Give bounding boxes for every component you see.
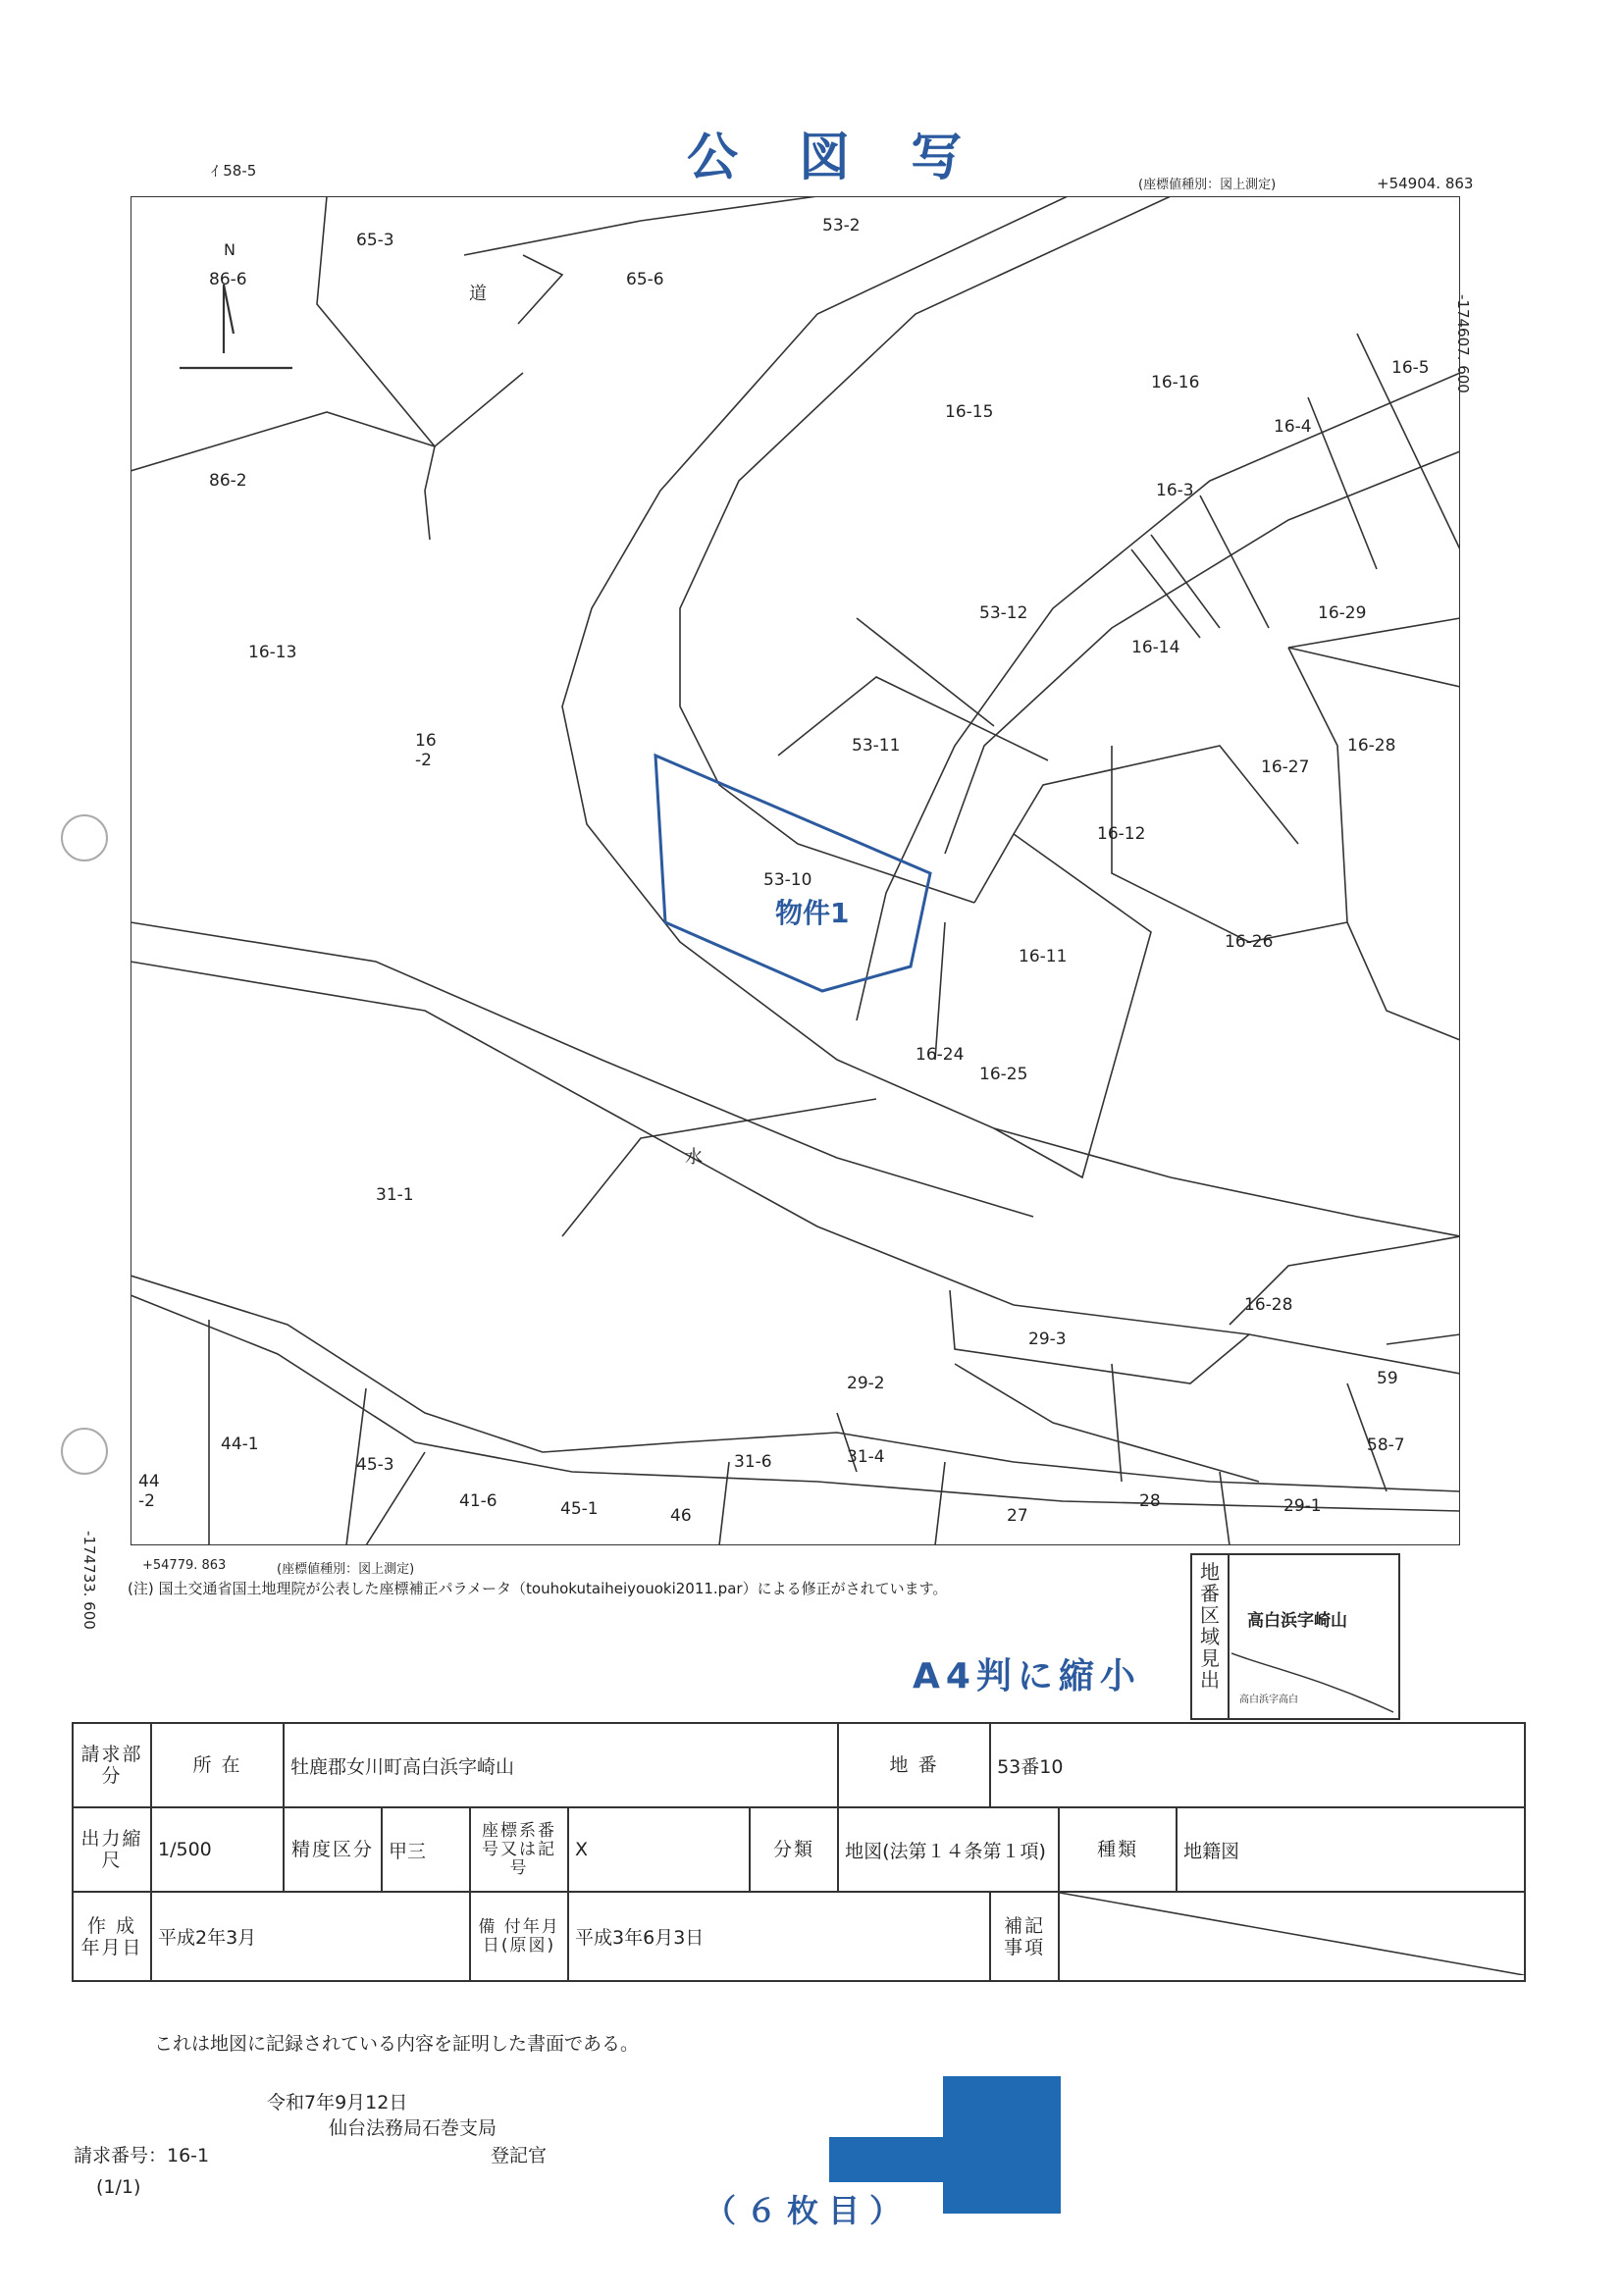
remarks-value (1059, 1892, 1525, 1981)
remarks-label: 補記事項 (990, 1892, 1059, 1981)
top-left-label: ｲ 58-5 (211, 162, 257, 180)
coord-system-top: (座標値種別：図上測定) (1138, 178, 1277, 192)
north-marker: N (224, 240, 236, 259)
svg-text:31-1: 31-1 (376, 1185, 414, 1205)
parcel-label-86-6: 86-6 (209, 270, 247, 289)
svg-text:27: 27 (1007, 1506, 1028, 1526)
svg-text:31-6: 31-6 (734, 1452, 772, 1472)
binder-hole-top (61, 814, 108, 861)
svg-text:53-2: 53-2 (822, 216, 861, 235)
info-table (72, 1722, 1526, 1982)
water-label: 水 (685, 1147, 703, 1168)
precision-label: 精度区分 (284, 1807, 382, 1892)
coord-system-bottom: (座標値種別：図上測定) (277, 1562, 415, 1577)
svg-text:44-1: 44-1 (221, 1435, 259, 1454)
created-value: 平成2年3月 (151, 1892, 470, 1981)
svg-text:16-14: 16-14 (1131, 638, 1180, 657)
lot-area-index (1190, 1553, 1400, 1720)
page-title: 公 図 写 (687, 129, 984, 187)
req-section-label: 請求部分 (73, 1723, 151, 1807)
svg-text:65-3: 65-3 (356, 231, 394, 250)
svg-text:86-2: 86-2 (209, 471, 247, 491)
page-count: (1/1) (96, 2176, 141, 2198)
svg-text:58-7: 58-7 (1367, 1435, 1405, 1455)
svg-text:16-4: 16-4 (1274, 417, 1312, 437)
svg-text:16-29: 16-29 (1318, 603, 1367, 623)
index-sub-area: 高白浜字高白 (1239, 1695, 1298, 1705)
svg-text:65-6: 65-6 (626, 270, 664, 289)
svg-text:53-12: 53-12 (979, 603, 1028, 623)
class-value: 地図(法第１４条第１項) (838, 1807, 1059, 1892)
svg-text:44: 44 (138, 1472, 160, 1491)
svg-text:-2: -2 (415, 751, 432, 770)
created-label: 作 成年月日 (73, 1892, 151, 1981)
certification-text: これは地図に記録されている内容を証明した書面である。 (154, 2033, 640, 2055)
class-label: 分類 (750, 1807, 838, 1892)
coord-top-right: +54904. 863 (1377, 175, 1474, 192)
lot-value: 53番10 (990, 1723, 1525, 1807)
svg-text:45-1: 45-1 (560, 1499, 599, 1519)
svg-text:53-11: 53-11 (852, 736, 901, 756)
svg-text:16-24: 16-24 (916, 1045, 965, 1065)
type-label: 種類 (1059, 1807, 1177, 1892)
kept-value: 平成3年6月3日 (568, 1892, 990, 1981)
issue-date: 令和7年9月12日 (267, 2092, 408, 2113)
svg-text:16-15: 16-15 (945, 402, 994, 422)
svg-text:29-3: 29-3 (1028, 1330, 1067, 1349)
type-value: 地籍図 (1177, 1807, 1525, 1892)
svg-text:53-10: 53-10 (763, 870, 812, 890)
correction-note: (注) 国土交通省国土地理院が公表した座標補正パラメータ（touhokutaiheiyouoki2011.par）による修正がされています。 (128, 1580, 948, 1597)
svg-text:28: 28 (1139, 1491, 1161, 1511)
svg-text:41-6: 41-6 (459, 1491, 497, 1511)
svg-text:16-25: 16-25 (979, 1065, 1028, 1084)
svg-text:16: 16 (415, 731, 437, 751)
svg-text:16-16: 16-16 (1151, 373, 1200, 392)
request-number: 請求番号：16-1 (74, 2145, 210, 2166)
svg-text:16-5: 16-5 (1391, 358, 1430, 378)
svg-text:16-3: 16-3 (1156, 481, 1194, 500)
svg-text:59: 59 (1377, 1369, 1398, 1388)
registrar-title: 登記官 (491, 2145, 548, 2166)
svg-text:29-2: 29-2 (847, 1374, 885, 1393)
svg-text:16-11: 16-11 (1019, 947, 1068, 966)
sheet-number: （６枚目） (705, 2192, 912, 2229)
road-label: 道 (469, 284, 487, 304)
index-header: 地番区域見出 (1192, 1555, 1230, 1718)
scale-value: 1/500 (151, 1807, 284, 1892)
binder-hole-bottom (61, 1428, 108, 1475)
coord-system-value: X (568, 1807, 750, 1892)
coord-side-right: -174607. 600 (1454, 294, 1472, 393)
svg-text:16-28: 16-28 (1244, 1295, 1293, 1315)
lot-label: 地 番 (838, 1723, 990, 1807)
location-label: 所 在 (151, 1723, 284, 1807)
svg-text:29-1: 29-1 (1283, 1496, 1322, 1516)
issuing-office: 仙台法務局石巻支局 (329, 2117, 497, 2139)
svg-text:-2: -2 (138, 1491, 155, 1511)
coord-bottom-left: +54779. 863 (142, 1558, 227, 1573)
index-area-name: 高白浜字崎山 (1247, 1611, 1347, 1631)
svg-text:16-26: 16-26 (1225, 932, 1274, 952)
svg-text:45-3: 45-3 (356, 1455, 394, 1475)
kept-label: 備 付年月日(原図) (470, 1892, 568, 1981)
precision-value: 甲三 (382, 1807, 470, 1892)
cadastral-map (131, 196, 1460, 1545)
shrink-note: A4判に縮小 (913, 1656, 1141, 1696)
location-value: 牡鹿郡女川町高白浜字崎山 (284, 1723, 838, 1807)
coord-side-left: -174733. 600 (80, 1531, 98, 1630)
svg-text:16-13: 16-13 (248, 643, 297, 662)
svg-text:16-28: 16-28 (1347, 736, 1396, 756)
svg-text:16-12: 16-12 (1097, 824, 1146, 844)
svg-text:31-4: 31-4 (847, 1447, 885, 1467)
coord-system-label: 座標系番号又は記号 (470, 1807, 568, 1892)
property-label: 物件1 (775, 897, 850, 929)
svg-text:46: 46 (670, 1506, 692, 1526)
svg-text:16-27: 16-27 (1261, 757, 1310, 777)
scale-label: 出力縮尺 (73, 1807, 151, 1892)
